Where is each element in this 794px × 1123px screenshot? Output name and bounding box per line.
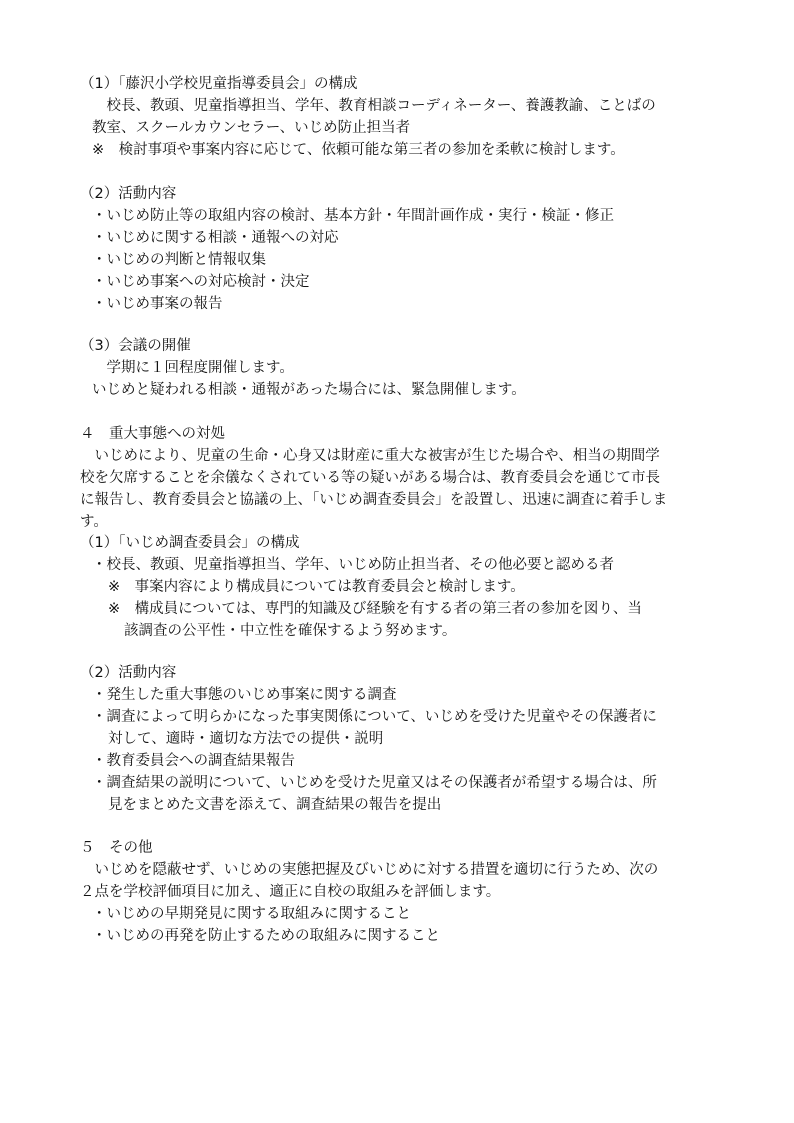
paragraph-line: 校を欠席することを余儀なくされている等の疑いがある場合は、教育委員会を通じて市長 <box>80 470 660 486</box>
list-item: ・いじめ事案の報告 <box>92 296 223 312</box>
list-item-continuation: 見をまとめた文書を添えて、調査結果の報告を提出 <box>108 797 442 813</box>
paragraph-line: に報告し、教育委員会と協議の上、「いじめ調査委員会」を設置し、迅速に調査に着手しま <box>80 492 668 508</box>
paragraph-line: 学期に１回程度開催します。 <box>92 360 294 376</box>
list-item: ・いじめの再発を防止するための取組みに関すること <box>92 928 440 944</box>
subsection-heading: （2）活動内容 <box>80 665 177 681</box>
list-item: ・発生した重大事態のいじめ事案に関する調査 <box>92 687 397 703</box>
note-line: ※ 検討事項や事案内容に応じて、依頼可能な第三者の参加を柔軟に検討します。 <box>92 142 625 158</box>
subsection-heading: （1）「藤沢小学校児童指導委員会」の構成 <box>80 76 358 92</box>
paragraph-line: いじめと疑われる相談・通報があった場合には、緊急開催します。 <box>92 382 526 398</box>
paragraph-line: 教室、スクールカウンセラー、いじめ防止担当者 <box>92 120 411 136</box>
list-item: ・いじめの早期発見に関する取組みに関すること <box>92 906 411 922</box>
subsection-heading: （3）会議の開催 <box>80 338 191 354</box>
paragraph-line: す。 <box>80 514 108 530</box>
list-item: ・いじめ防止等の取組内容の検討、基本方針・年間計画作成・実行・検証・修正 <box>92 208 614 224</box>
section-heading: ５ その他 <box>80 840 153 856</box>
subsection-heading: （2）活動内容 <box>80 186 177 202</box>
list-item: ・教育委員会への調査結果報告 <box>92 753 295 769</box>
note-line: ※ 事案内容により構成員については教育委員会と検討します。 <box>108 579 525 595</box>
paragraph-line: ２点を学校評価項目に加え、適正に自校の取組みを評価します。 <box>80 884 501 900</box>
paragraph-line: 校長、教頭、児童指導担当、学年、教育相談コーディネーター、養護教諭、ことばの <box>92 98 656 114</box>
list-item: ・調査によって明らかになった事実関係について、いじめを受けた児童やその保護者に <box>92 709 657 725</box>
paragraph-line: いじめにより、児童の生命・心身又は財産に重大な被害が生じた場合や、相当の期間学 <box>80 448 660 464</box>
paragraph-line: いじめを隠蔽せず、いじめの実態把握及びいじめに対する措置を適切に行うため、次の <box>80 862 659 878</box>
list-item: ・校長、教頭、児童指導担当、学年、いじめ防止担当者、その他必要と認める者 <box>92 557 614 573</box>
list-item: ・調査結果の説明について、いじめを受けた児童又はその保護者が希望する場合は、所 <box>92 775 657 791</box>
list-item: ・いじめに関する相談・通報への対応 <box>92 230 339 246</box>
list-item: ・いじめ事案への対応検討・決定 <box>92 274 310 290</box>
note-line: ※ 構成員については、専門的知識及び経験を有する者の第三者の参加を図り、当 <box>108 601 642 617</box>
subsection-heading: （1）「いじめ調査委員会」の構成 <box>80 535 300 551</box>
note-line: 該調査の公平性・中立性を確保するよう努めます。 <box>124 623 457 639</box>
section-heading: ４ 重大事態への対処 <box>80 426 225 442</box>
list-item: ・いじめの判断と情報収集 <box>92 252 266 268</box>
list-item-continuation: 対して、適時・適切な方法での提供・説明 <box>108 731 384 747</box>
